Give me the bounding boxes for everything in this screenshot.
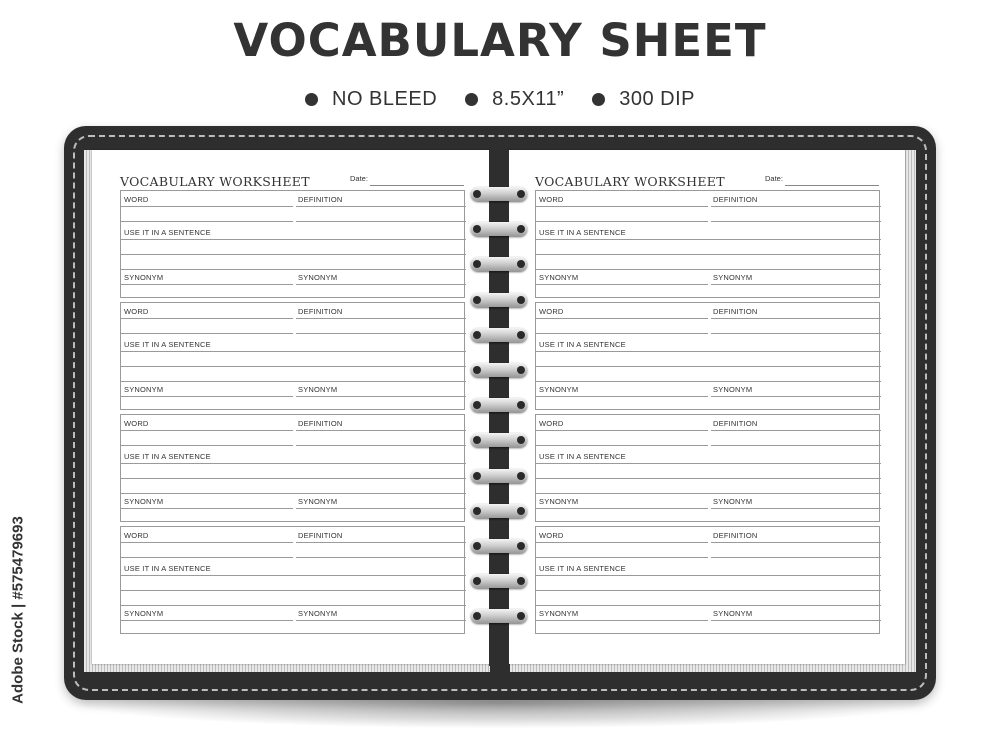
definition-label: DEFINITION — [713, 307, 758, 316]
synonym-label: SYNONYM — [124, 273, 164, 282]
sentence-label: USE IT IN A SENTENCE — [539, 564, 626, 573]
word-label: WORD — [539, 195, 564, 204]
synonym-label: SYNONYM — [298, 609, 338, 618]
writing-line — [536, 478, 881, 479]
writing-line — [536, 318, 708, 319]
worksheet-page-left — [92, 150, 490, 664]
writing-line — [296, 557, 466, 558]
writing-line — [296, 542, 466, 543]
spec-label: 300 DIP — [619, 88, 695, 110]
vocab-entry — [535, 526, 880, 634]
writing-line — [121, 575, 466, 576]
writing-line — [121, 478, 466, 479]
spec-label: 8.5X11” — [492, 88, 565, 110]
synonym-label: SYNONYM — [124, 497, 164, 506]
spiral-ring — [471, 469, 527, 483]
vocab-entry — [120, 414, 465, 522]
definition-label: DEFINITION — [298, 419, 343, 428]
definition-label: DEFINITION — [298, 531, 343, 540]
vocab-entry — [120, 190, 465, 298]
writing-line — [121, 381, 466, 382]
writing-line — [536, 351, 881, 352]
writing-line — [121, 445, 293, 446]
writing-line — [296, 318, 466, 319]
writing-line — [296, 284, 466, 285]
definition-label: DEFINITION — [298, 307, 343, 316]
spiral-ring — [471, 398, 527, 412]
date-line — [370, 185, 464, 186]
writing-line — [121, 284, 293, 285]
writing-line — [121, 542, 293, 543]
spec-item — [305, 88, 437, 111]
synonym-label: SYNONYM — [539, 609, 579, 618]
date-label: Date: — [765, 174, 783, 183]
spiral-ring — [471, 187, 527, 201]
writing-line — [711, 620, 881, 621]
writing-line — [121, 318, 293, 319]
vocab-entry — [535, 414, 880, 522]
writing-line — [296, 445, 466, 446]
definition-label: DEFINITION — [713, 195, 758, 204]
writing-line — [121, 430, 293, 431]
spec-label: NO BLEED — [332, 88, 438, 110]
spiral-ring — [471, 293, 527, 307]
synonym-label: SYNONYM — [713, 385, 753, 394]
writing-line — [711, 221, 881, 222]
writing-line — [711, 318, 881, 319]
definition-label: DEFINITION — [713, 419, 758, 428]
stock-watermark — [6, 495, 30, 725]
vocab-entry — [535, 190, 880, 298]
writing-line — [536, 366, 881, 367]
synonym-label: SYNONYM — [539, 273, 579, 282]
sentence-label: USE IT IN A SENTENCE — [539, 452, 626, 461]
writing-line — [536, 557, 708, 558]
writing-line — [711, 445, 881, 446]
word-label: WORD — [124, 307, 149, 316]
spec-item — [465, 88, 564, 111]
writing-line — [711, 284, 881, 285]
page-title: VOCABULARY SHEET — [233, 14, 767, 67]
writing-line — [536, 493, 881, 494]
synonym-label: SYNONYM — [713, 497, 753, 506]
vocab-entry — [535, 302, 880, 410]
word-label: WORD — [124, 419, 149, 428]
date-label: Date: — [350, 174, 368, 183]
vocab-entry — [120, 302, 465, 410]
writing-line — [711, 396, 881, 397]
writing-line — [296, 206, 466, 207]
sentence-label: USE IT IN A SENTENCE — [539, 340, 626, 349]
writing-line — [296, 396, 466, 397]
writing-line — [711, 557, 881, 558]
synonym-label: SYNONYM — [713, 609, 753, 618]
writing-line — [296, 620, 466, 621]
writing-line — [536, 542, 708, 543]
spiral-ring — [471, 363, 527, 377]
sentence-label: USE IT IN A SENTENCE — [124, 340, 211, 349]
writing-line — [121, 557, 293, 558]
writing-line — [536, 206, 708, 207]
writing-line — [536, 396, 708, 397]
bullet-icon — [305, 93, 318, 106]
worksheet-page-right — [507, 150, 905, 664]
writing-line — [536, 284, 708, 285]
definition-label: DEFINITION — [298, 195, 343, 204]
writing-line — [121, 206, 293, 207]
bullet-icon — [465, 93, 478, 106]
worksheet-title: VOCABULARY WORKSHEET — [120, 174, 310, 189]
writing-line — [121, 221, 293, 222]
sentence-label: USE IT IN A SENTENCE — [124, 228, 211, 237]
word-label: WORD — [539, 307, 564, 316]
synonym-label: SYNONYM — [713, 273, 753, 282]
writing-line — [536, 239, 881, 240]
writing-line — [121, 366, 466, 367]
writing-line — [121, 269, 466, 270]
writing-line — [536, 445, 708, 446]
word-label: WORD — [539, 531, 564, 540]
spiral-ring — [471, 257, 527, 271]
writing-line — [536, 269, 881, 270]
spiral-ring — [471, 504, 527, 518]
writing-line — [121, 590, 466, 591]
writing-line — [711, 206, 881, 207]
synonym-label: SYNONYM — [124, 609, 164, 618]
writing-line — [536, 333, 708, 334]
spec-list — [0, 88, 1000, 111]
spiral-ring — [471, 433, 527, 447]
writing-line — [536, 620, 708, 621]
writing-line — [711, 508, 881, 509]
date-line — [785, 185, 879, 186]
writing-line — [121, 351, 466, 352]
definition-label: DEFINITION — [713, 531, 758, 540]
bullet-icon — [592, 93, 605, 106]
sentence-label: USE IT IN A SENTENCE — [539, 228, 626, 237]
writing-line — [121, 493, 466, 494]
word-label: WORD — [124, 531, 149, 540]
writing-line — [121, 620, 293, 621]
sentence-label: USE IT IN A SENTENCE — [124, 564, 211, 573]
writing-line — [121, 508, 293, 509]
worksheet-title: VOCABULARY WORKSHEET — [535, 174, 725, 189]
synonym-label: SYNONYM — [539, 385, 579, 394]
writing-line — [296, 333, 466, 334]
spiral-ring — [471, 222, 527, 236]
writing-line — [296, 430, 466, 431]
writing-line — [536, 430, 708, 431]
writing-line — [536, 381, 881, 382]
synonym-label: SYNONYM — [298, 497, 338, 506]
sentence-label: USE IT IN A SENTENCE — [124, 452, 211, 461]
spiral-ring — [471, 539, 527, 553]
writing-line — [711, 542, 881, 543]
writing-line — [536, 508, 708, 509]
spiral-ring — [471, 328, 527, 342]
writing-line — [296, 221, 466, 222]
writing-line — [711, 333, 881, 334]
writing-line — [296, 508, 466, 509]
synonym-label: SYNONYM — [124, 385, 164, 394]
spiral-ring — [471, 574, 527, 588]
synonym-label: SYNONYM — [298, 385, 338, 394]
vocab-entry — [120, 526, 465, 634]
writing-line — [536, 463, 881, 464]
watermark-text: Adobe Stock | #575479693 — [9, 516, 27, 704]
writing-line — [711, 430, 881, 431]
writing-line — [121, 333, 293, 334]
spiral-ring — [471, 609, 527, 623]
writing-line — [121, 463, 466, 464]
writing-line — [121, 239, 466, 240]
writing-line — [536, 590, 881, 591]
writing-line — [121, 254, 466, 255]
writing-line — [536, 221, 708, 222]
writing-line — [121, 396, 293, 397]
spec-item — [592, 88, 695, 111]
writing-line — [536, 605, 881, 606]
writing-line — [121, 605, 466, 606]
writing-line — [536, 254, 881, 255]
word-label: WORD — [539, 419, 564, 428]
word-label: WORD — [124, 195, 149, 204]
synonym-label: SYNONYM — [539, 497, 579, 506]
writing-line — [536, 575, 881, 576]
synonym-label: SYNONYM — [298, 273, 338, 282]
